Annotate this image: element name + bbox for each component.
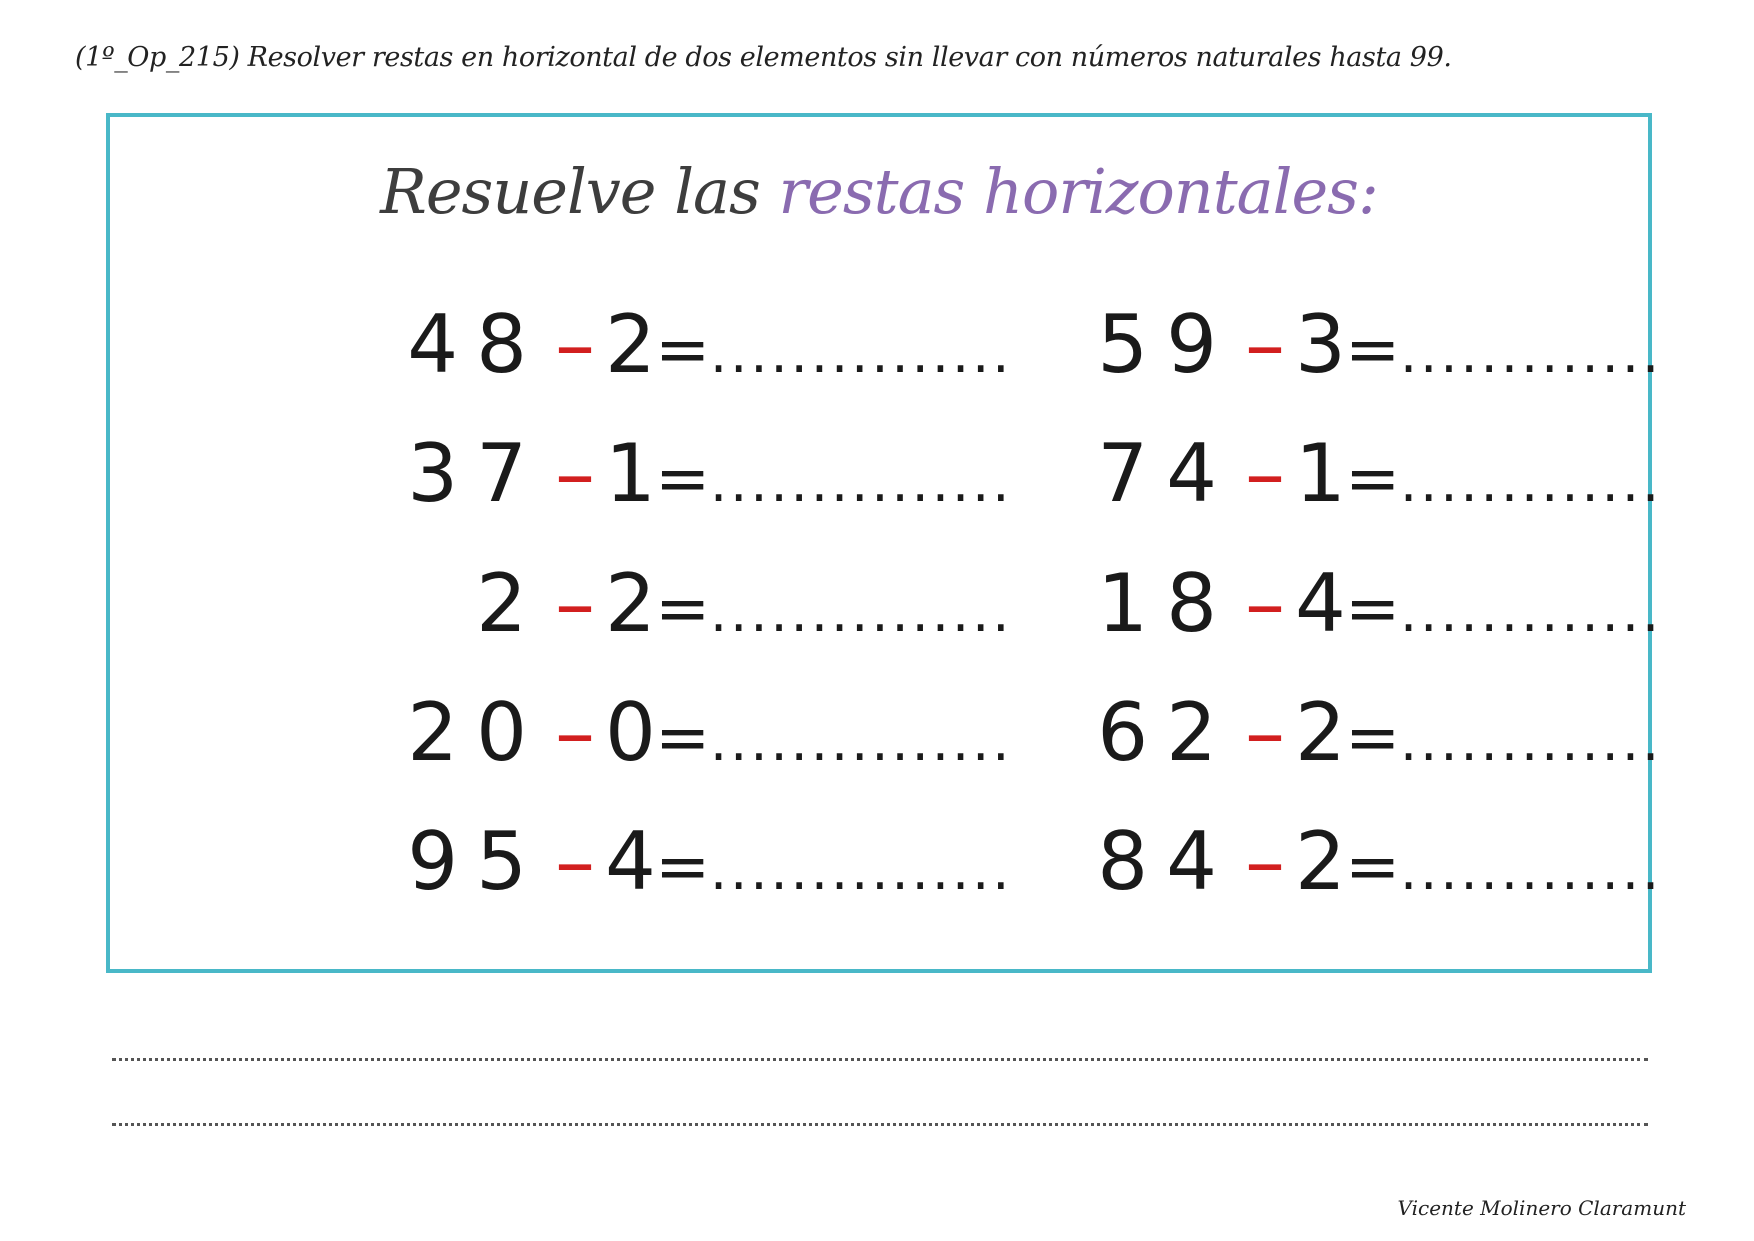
minuend: 84 — [1097, 815, 1235, 908]
equals-sign: = — [655, 828, 711, 905]
minus-sign: – — [1245, 686, 1285, 779]
title-part-2: restas horizontales: — [778, 155, 1378, 228]
subtrahend: 2 — [1295, 815, 1346, 908]
exercise-right-5 — [995, 812, 1662, 912]
answer-blank[interactable]: ............... — [710, 322, 1013, 385]
minuend: 62 — [1097, 686, 1235, 779]
minus-sign: – — [555, 815, 595, 908]
answer-blank[interactable]: ............... — [710, 839, 1013, 902]
minus-sign: – — [555, 298, 595, 391]
equals-sign: = — [1345, 828, 1401, 905]
subtrahend: 4 — [1295, 557, 1346, 650]
minuend: 37 — [407, 427, 545, 520]
answer-blank[interactable]: ............. — [1400, 839, 1663, 902]
minuend: 95 — [407, 815, 545, 908]
minuend: 74 — [1097, 427, 1235, 520]
equals-sign: = — [1345, 570, 1401, 647]
minus-sign: – — [1245, 557, 1285, 650]
subtrahend: 2 — [605, 298, 656, 391]
exercise-left-4 — [305, 683, 1012, 783]
minuend: 59 — [1097, 298, 1235, 391]
writing-line-2[interactable] — [112, 1123, 1648, 1126]
equals-sign: = — [655, 440, 711, 517]
exercise-right-3 — [995, 554, 1662, 654]
author-credit: Vicente Molinero Claramunt — [1397, 1196, 1686, 1220]
equals-sign: = — [655, 570, 711, 647]
worksheet-header: (1º_Op_215) Resolver restas en horizontal de dos elementos sin llevar con números naturales hasta 99. — [75, 42, 1452, 73]
exercise-right-2 — [995, 424, 1662, 524]
exercise-card — [106, 113, 1663, 973]
exercise-right-1 — [995, 295, 1662, 395]
subtrahend: 1 — [1295, 427, 1346, 520]
minuend: 18 — [1097, 557, 1235, 650]
equals-sign: = — [1345, 311, 1401, 388]
answer-blank[interactable]: ............. — [1400, 710, 1663, 773]
minus-sign: – — [1245, 427, 1285, 520]
equals-sign: = — [1345, 440, 1401, 517]
answer-blank[interactable]: ............... — [710, 581, 1013, 644]
subtrahend: 2 — [605, 557, 656, 650]
subtrahend: 0 — [605, 686, 656, 779]
exercise-left-3 — [305, 554, 1012, 654]
answer-blank[interactable]: ............. — [1400, 451, 1663, 514]
minus-sign: – — [555, 557, 595, 650]
minus-sign: – — [555, 427, 595, 520]
answer-blank[interactable]: ............. — [1400, 322, 1663, 385]
equals-sign: = — [1345, 699, 1401, 776]
answer-blank[interactable]: ............... — [710, 451, 1013, 514]
card-title — [110, 155, 1648, 228]
answer-blank[interactable]: ............... — [710, 710, 1013, 773]
minuend: 20 — [407, 686, 545, 779]
subtrahend: 4 — [605, 815, 656, 908]
minus-sign: – — [1245, 298, 1285, 391]
equals-sign: = — [655, 699, 711, 776]
exercise-left-2 — [305, 424, 1012, 524]
minuend: 2 — [476, 557, 545, 650]
exercise-left-5 — [305, 812, 1012, 912]
minus-sign: – — [555, 686, 595, 779]
answer-blank[interactable]: ............. — [1400, 581, 1663, 644]
writing-line-1[interactable] — [112, 1058, 1648, 1061]
minuend: 48 — [407, 298, 545, 391]
subtrahend: 1 — [605, 427, 656, 520]
subtrahend: 2 — [1295, 686, 1346, 779]
exercise-left-1 — [305, 295, 1012, 395]
subtrahend: 3 — [1295, 298, 1346, 391]
title-part-1: Resuelve las — [380, 155, 779, 228]
minus-sign: – — [1245, 815, 1285, 908]
exercise-right-4 — [995, 683, 1662, 783]
equals-sign: = — [655, 311, 711, 388]
